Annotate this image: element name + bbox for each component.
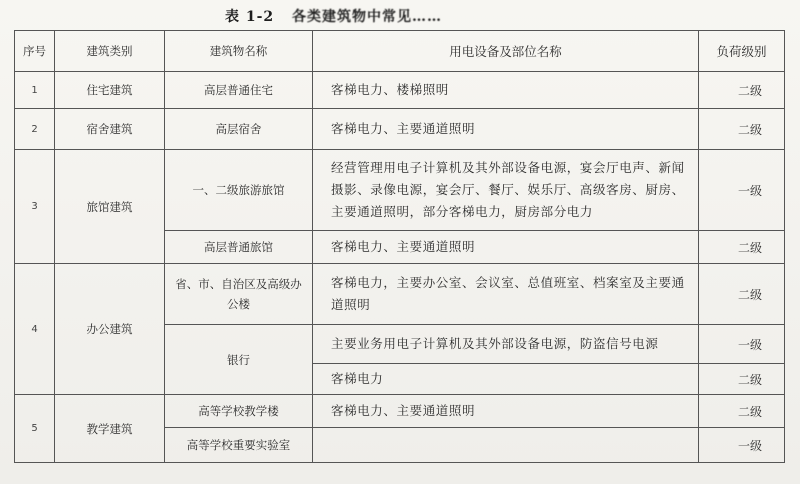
header-seq: 序号 [15, 31, 55, 72]
row-building-name: 高等学校教学楼 [165, 395, 313, 428]
row-category: 住宅建筑 [55, 72, 165, 109]
row-building-name: 高层普通住宅 [165, 72, 313, 109]
row-equipment [313, 428, 699, 463]
row-equipment: 客梯电力 [313, 364, 699, 395]
row-equipment: 客梯电力、主要通道照明 [313, 109, 699, 150]
table-row [15, 395, 785, 428]
row-load-grade: 二级 [699, 264, 785, 325]
row-building-name: 高层宿舍 [165, 109, 313, 150]
row-seq: 5 [15, 395, 55, 463]
row-seq: 3 [15, 150, 55, 264]
table-number: 表 1-2 [225, 9, 275, 25]
row-equipment: 客梯电力、主要通道照明 [313, 395, 699, 428]
table-row [15, 264, 785, 325]
row-building-name: 省、市、自治区及高级办公楼 [165, 264, 313, 325]
row-load-grade: 二级 [699, 364, 785, 395]
row-load-grade: 二级 [699, 109, 785, 150]
row-equipment: 经营管理用电子计算机及其外部设备电源，宴会厅电声、新闻摄影、录像电源，宴会厅、餐厅、娱乐厅、高级客房、厨房、主要通道照明，部分客梯电力，厨房部分电力 [313, 150, 699, 231]
table-header-row [15, 31, 785, 72]
row-load-grade: 一级 [699, 150, 785, 231]
table-row [15, 150, 785, 231]
row-equipment: 客梯电力、主要通道照明 [313, 231, 699, 264]
row-category: 宿舍建筑 [55, 109, 165, 150]
table-title: 各类建筑物中常见…… [292, 9, 443, 25]
row-seq: 2 [15, 109, 55, 150]
row-seq: 1 [15, 72, 55, 109]
row-load-grade: 一级 [699, 428, 785, 463]
table-row [15, 72, 785, 109]
row-building-name: 高层普通旅馆 [165, 231, 313, 264]
row-seq: 4 [15, 264, 55, 395]
row-building-name: 银行 [165, 325, 313, 395]
row-building-name: 一、二级旅游旅馆 [165, 150, 313, 231]
header-load-grade: 负荷级别 [699, 31, 785, 72]
row-category: 教学建筑 [55, 395, 165, 463]
header-equipment: 用电设备及部位名称 [313, 31, 699, 72]
row-equipment: 客梯电力、楼梯照明 [313, 72, 699, 109]
load-grade-table [14, 30, 785, 463]
header-building-name: 建筑物名称 [165, 31, 313, 72]
table-caption [225, 6, 442, 26]
row-category: 旅馆建筑 [55, 150, 165, 264]
row-equipment: 主要业务用电子计算机及其外部设备电源，防盗信号电源 [313, 325, 699, 364]
table-row [15, 109, 785, 150]
row-equipment: 客梯电力，主要办公室、会议室、总值班室、档案室及主要通道照明 [313, 264, 699, 325]
row-load-grade: 二级 [699, 395, 785, 428]
row-building-name: 高等学校重要实验室 [165, 428, 313, 463]
row-load-grade: 一级 [699, 325, 785, 364]
row-category: 办公建筑 [55, 264, 165, 395]
row-load-grade: 二级 [699, 231, 785, 264]
row-load-grade: 二级 [699, 72, 785, 109]
header-category: 建筑类别 [55, 31, 165, 72]
